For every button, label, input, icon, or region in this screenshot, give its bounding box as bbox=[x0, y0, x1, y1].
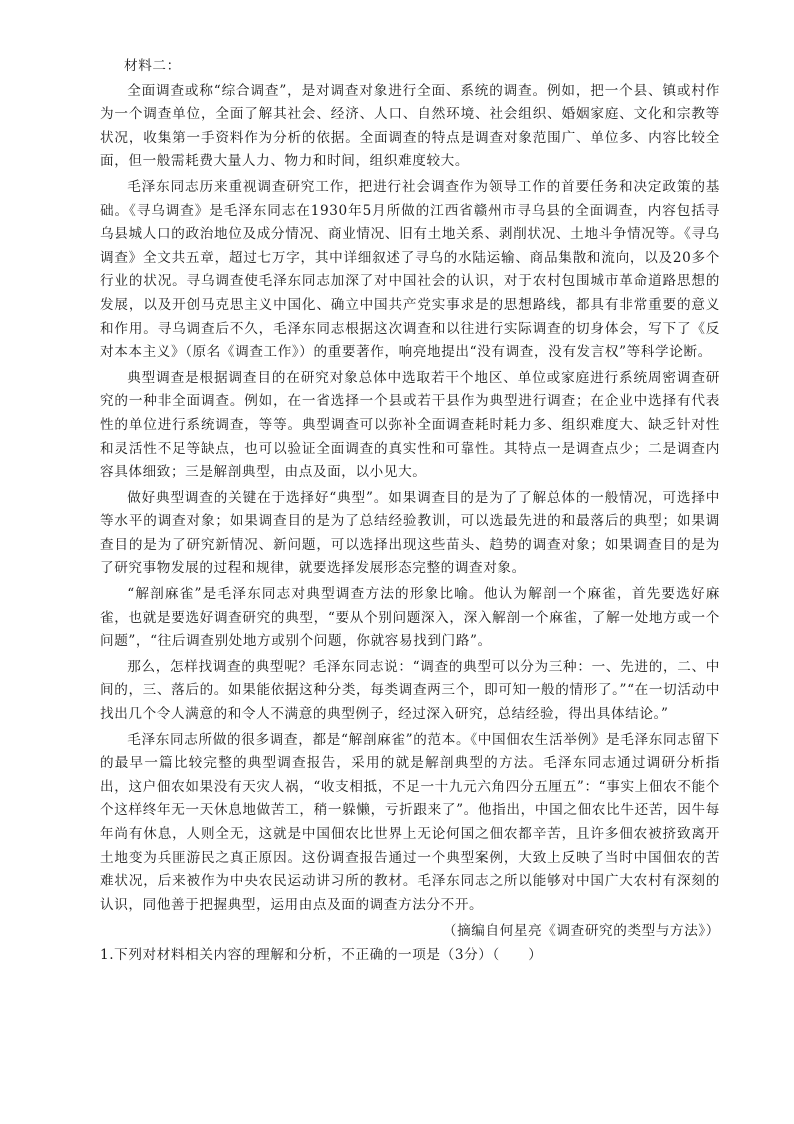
paragraph-tenant-farmer-report: 毛泽东同志所做的很多调查，都是“解剖麻雀”的范本。《中国佃农生活举例》是毛泽东同志留下的最早一篇比较完整的典型调查报告，采用的就是解剖典型的方法。毛泽东同志通过调研分析指出，这户佃农如果没有天灾人祸，“收支相抵，不足一十九元六角四分五厘五”：“事实上佃农不能个个这样终年无一天休息地做苦工，稍一躲懒，亏折跟来了”。他指出，中国之佃农比牛还苦，因牛每年尚有休息，人则全无，这就是中国佃农比世界上无论何国之佃农都辛苦，且许多佃农被挤致离开土地变为兵匪游民之真正原因。这份调查报告通过一个典型案例，大致上反映了当时中国佃农的苦难状况，后来被作为中央农民运动讲习所的教材。毛泽东同志之所以能够对中国广大农村有深刻的认识，同他善于把握典型，运用由点及面的调查方法分不开。 bbox=[100, 731, 720, 913]
source-citation: （摘编自何星亮《调查研究的类型与方法》） bbox=[442, 923, 720, 940]
paragraph-dissect-sparrow: “解剖麻雀”是毛泽东同志对典型调查方法的形象比喻。他认为解剖一个麻雀，首先要选好麻雀，也就是要选好调查研究的典型，“要从个别问题深入，深入解剖一个麻雀，了解一处地方或一个问题”，“往后调查别处地方或别个问题，你就容易找到门路”。 bbox=[100, 586, 720, 650]
question-1: 1.下列对材料相关内容的理解和分析，不正确的一项是（3分）（ ） bbox=[100, 946, 543, 963]
paragraph-finding-typical: 那么，怎样找调查的典型呢？毛泽东同志说：“调查的典型可以分为三种：一、先进的，二、中间的，三、落后的。如果能依据这种分类，每类调查两三个，即可知一般的情形了。”“在一切活动中找出几个令人满意的和令人不满意的典型例子，经过深入研究，总结经验，得出具体结论。” bbox=[100, 658, 720, 723]
paragraph-choosing-typical: 做好典型调查的关键在于选择好“典型”。如果调查目的是为了了解总体的一般情况，可选择中等水平的调查对象；如果调查目的是为了总结经验教训，可以选最先进的和最落后的典型；如果调查目的是为了研究新情况、新问题，可以选择出现这些苗头、趋势的调查对象；如果调查目的是为了研究事物发展的过程和规律，就要选择发展形态完整的调查对象。 bbox=[100, 489, 720, 577]
paragraph-typical-survey: 典型调查是根据调查目的在研究对象总体中选取若干个地区、单位或家庭进行系统周密调查研究的一种非全面调查。例如，在一省选择一个县或若干县作为典型进行调查；在企业中选择有代表性的单位进行系统调查，等等。典型调查可以弥补全面调查耗时耗力多、组织难度大、缺乏针对性和灵活性不足等缺点，也可以验证全面调查的真实性和可靠性。其特点一是调查点少；二是调查内容具体细致；三是解剖典型，由点及面，以小见大。 bbox=[100, 369, 720, 481]
material-heading: 材料二： bbox=[124, 58, 181, 74]
paragraph-comprehensive-survey: 全面调查或称“综合调查”，是对调查对象进行全面、系统的调查。例如，把一个县、镇或村作为一个调查单位，全面了解其社会、经济、人口、自然环境、社会组织、婚姻家庭、文化和宗教等状况，收集第一手资料作为分析的依据。全面调查的特点是调查对象范围广、单位多、内容比较全面，但一般需耗费大量人力、物力和时间，组织难度较大。 bbox=[100, 82, 720, 170]
paragraph-xunwu-survey: 毛泽东同志历来重视调查研究工作，把进行社会调查作为领导工作的首要任务和决定政策的基础。《寻乌调查》是毛泽东同志在1930年5月所做的江西省赣州市寻乌县的全面调查，内容包括寻乌县城人口的政治地位及成分情况、商业情况、旧有土地关系、剥削状况、土地斗争情况等。《寻乌调查》全文共五章，超过七万字，其中详细叙述了寻乌的水陆运输、商品集散和流向，以及20多个行业的状况。寻乌调查使毛泽东同志加深了对中国社会的认识，对于农村包围城市革命道路思想的发展，以及开创马克思主义中国化、确立中国共产党实事求是的思想路线，都具有非常重要的意义和作用。寻乌调查后不久，毛泽东同志根据这次调查和以往进行实际调查的切身体会，写下了《反对本本主义》（原名《调查工作》）的重要著作，响亮地提出“没有调查，没有发言权”等科学论断。 bbox=[100, 178, 720, 361]
document-page bbox=[100, 55, 720, 968]
